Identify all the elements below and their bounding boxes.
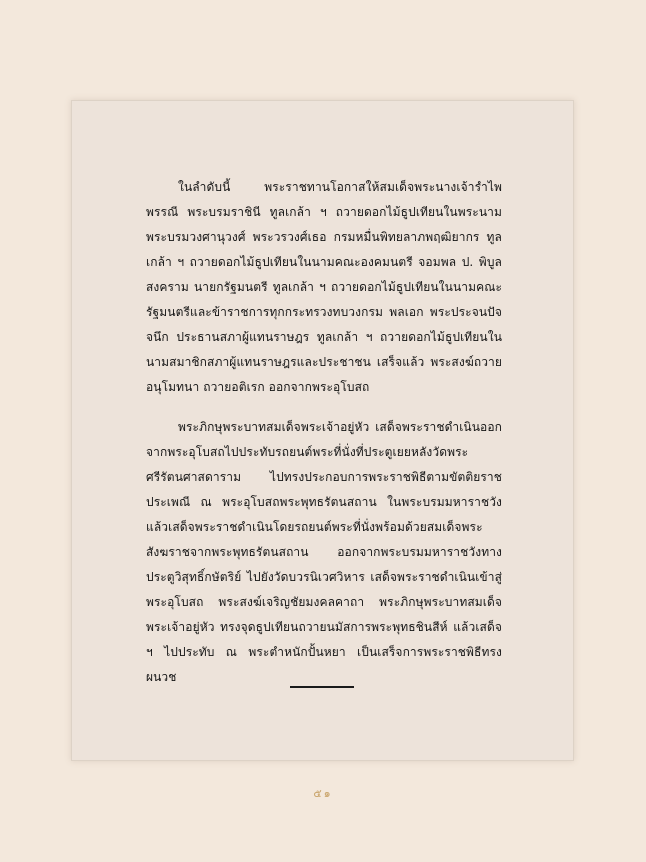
- paragraph-1: ในลำดับนี้ พระราชทานโอกาสให้สมเด็จพระนางเจ้ารำไพพรรณี พระบรมราชินี ทูลเกล้า ฯ ถวายดอกไม้ธูปเทียนในพระนามพระบรมวงศานุวงศ์ พระวรวงศ์เธอ กรมหมื่นพิทยลาภพฤฒิยากร ทูลเกล้า ฯ ถวายดอกไม้ธูปเทียนในนามคณะองคมนตรี จอมพล ป. พิบูลสงคราม นายกรัฐมนตรี ทูลเกล้า ฯ ถวายดอกไม้ธูปเทียนในนามคณะรัฐมนตรีและข้าราชการทุกกระทรวงทบวงกรม พลเอก พระประจนปัจจนึก ประธานสภาผู้แทนราษฎร ทูลเกล้า ฯ ถวายดอกไม้ธูปเทียนในนามสมาชิกสภาผู้แทนราษฎรและประชาชน เสร็จแล้ว พระสงฆ์ถวายอนุโมทนา ถวายอติเรก ออกจากพระอุโบสถ: [146, 180, 502, 394]
- body-text: [146, 175, 502, 690]
- paragraph-2: พระภิกษุพระบาทสมเด็จพระเจ้าอยู่หัว เสด็จพระราชดำเนินออกจากพระอุโบสถไปประทับรถยนต์พระที่นั่งที่ประตูเยยหลังวัดพระศรีรัตนศาสดาราม ไปทรงประกอบการพระราชพิธีตามขัตติยราชประเพณี ณ พระอุโบสถพระพุทธรัตนสถาน ในพระบรมมหาราชวัง แล้วเสด็จพระราชดำเนินโดยรถยนต์พระที่นั่งพร้อมด้วยสมเด็จพระสังฆราชจากพระพุทธรัตนสถาน ออกจากพระบรมมหาราชวังทางประตูวิสุทธิ์กษัตริย์ ไปยังวัดบวรนิเวศวิหาร เสด็จพระราชดำเนินเข้าสู่พระอุโบสถ พระสงฆ์เจริญชัยมงคลคาถา พระภิกษุพระบาทสมเด็จพระเจ้าอยู่หัว ทรงจุดธูปเทียนถวายนมัสการพระพุทธชินสีห์ แล้วเสด็จ ฯ ไปประทับ ณ พระตำหนักปั้นหยา เป็นเสร็จการพระราชพิธีทรงผนวช: [146, 420, 502, 684]
- page-number: ๕๑: [313, 787, 333, 800]
- end-of-section-rule: [290, 686, 354, 688]
- paragraph-spacer: [146, 400, 502, 415]
- document-page: [71, 100, 574, 761]
